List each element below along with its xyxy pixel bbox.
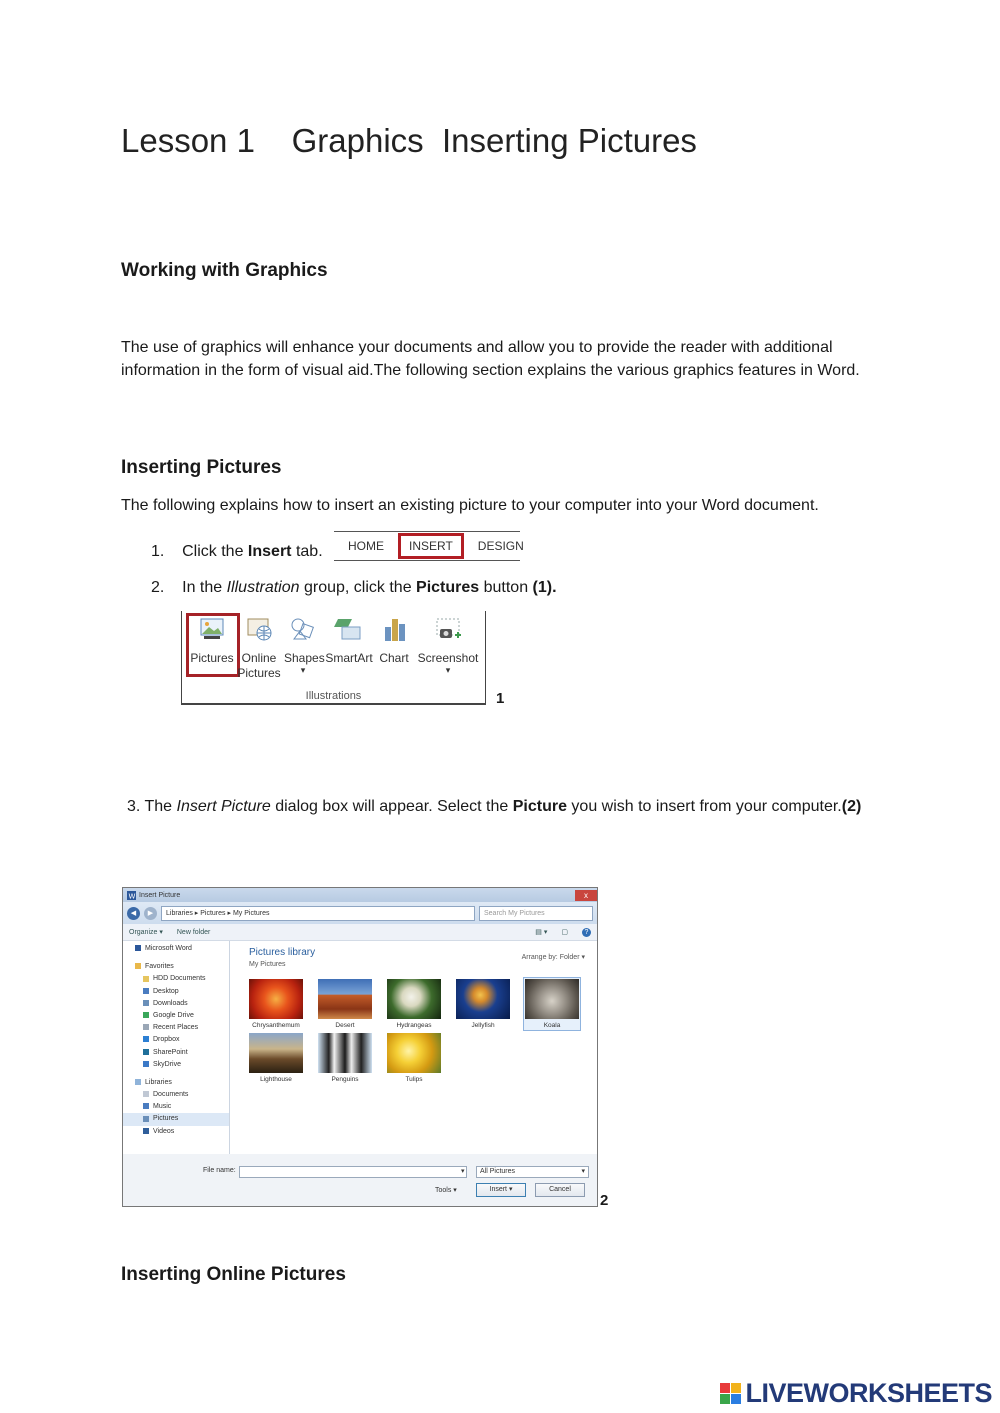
svg-text:W: W <box>128 892 136 900</box>
cancel-button[interactable]: Cancel <box>535 1183 585 1197</box>
help-icon[interactable]: ? <box>582 928 591 937</box>
thumbnail-lighthouse[interactable]: Lighthouse <box>249 1033 303 1083</box>
chrysanthemum-image <box>249 979 303 1019</box>
address-bar-row <box>123 902 597 924</box>
nav-item[interactable]: SkyDrive <box>123 1059 229 1071</box>
nav-item[interactable]: Dropbox <box>123 1034 229 1046</box>
online-pictures-icon <box>242 615 276 643</box>
liveworksheets-logo <box>720 1383 741 1404</box>
nav-item[interactable]: HDD Documents <box>123 973 229 985</box>
desert-image <box>318 979 372 1019</box>
dialog-titlebar <box>123 888 597 902</box>
pictures-button[interactable]: Pictures <box>190 615 234 666</box>
heading-inserting-online-pictures: Inserting Online Pictures <box>121 1264 346 1285</box>
screenshot-dropdown-arrow: ▾ <box>445 665 451 675</box>
file-name-input[interactable] <box>239 1166 467 1178</box>
thumbnail-koala[interactable]: Koala <box>523 977 581 1031</box>
insert-picture-dialog <box>122 887 598 1207</box>
thumbnail-desert[interactable]: Desert <box>318 979 372 1029</box>
page-title: Lesson 1 Graphics Inserting Pictures <box>121 122 697 159</box>
inserting-pictures-intro: The following explains how to insert an existing picture to your computer into your Word document. <box>121 497 819 514</box>
nav-item[interactable]: Downloads <box>123 998 229 1010</box>
tab-design[interactable]: DESIGN <box>477 539 524 553</box>
word-icon <box>127 891 136 900</box>
dialog-title: Insert Picture <box>139 891 181 899</box>
hydrangeas-image <box>387 979 441 1019</box>
chart-button[interactable]: Chart <box>378 615 410 666</box>
file-name-dropdown-arrow[interactable]: ▾ <box>461 1168 465 1175</box>
step-2: 2. In the Illustration group, click the Pictures button (1). <box>151 579 557 596</box>
smartart-icon <box>332 615 366 643</box>
search-input[interactable]: Search My Pictures <box>479 906 593 921</box>
heading-working-with-graphics: Working with Graphics <box>121 260 328 281</box>
close-button[interactable]: x <box>575 890 597 901</box>
nav-item[interactable]: Google Drive <box>123 1010 229 1022</box>
thumbnail-penguins[interactable]: Penguins <box>318 1033 372 1083</box>
penguins-image <box>318 1033 372 1073</box>
thumbnail-hydrangeas[interactable]: Hydrangeas <box>387 979 441 1029</box>
nav-libraries[interactable]: Libraries <box>123 1077 229 1089</box>
file-type-select[interactable]: All Pictures ▾ <box>476 1166 589 1178</box>
thumbnail-tulips[interactable]: Tulips <box>387 1033 441 1083</box>
insert-button[interactable]: Insert ▾ <box>476 1183 526 1197</box>
step-3: 3. The Insert Picture dialog box will appear. Select the Picture you wish to insert from your computer.(2) <box>127 798 862 815</box>
nav-item[interactable]: Recent Places <box>123 1022 229 1034</box>
arrange-by-dropdown[interactable]: Arrange by: Folder ▾ <box>521 954 585 961</box>
chart-icon <box>378 615 412 643</box>
shapes-dropdown-arrow: ▾ <box>300 665 306 675</box>
illustrations-group-label: Illustrations <box>305 690 362 702</box>
ribbon-tab-bar <box>334 531 524 561</box>
figure-2-number: 2 <box>600 1192 609 1209</box>
heading-inserting-pictures: Inserting Pictures <box>121 457 282 478</box>
dialog-toolbar <box>123 924 597 941</box>
tools-dropdown[interactable]: Tools ▾ <box>435 1187 457 1194</box>
nav-item[interactable]: Videos <box>123 1126 229 1138</box>
jellyfish-image <box>456 979 510 1019</box>
tulips-image <box>387 1033 441 1073</box>
thumbnail-chrysanthemum[interactable]: Chrysanthemum <box>249 979 303 1029</box>
view-options-icon[interactable]: ▤ ▾ <box>535 929 548 936</box>
address-bar[interactable]: Libraries ▸ Pictures ▸ My Pictures <box>161 906 475 921</box>
nav-item[interactable]: Documents <box>123 1089 229 1101</box>
library-subtitle: My Pictures <box>249 961 286 968</box>
step-1: 1. Click the Insert tab. <box>151 543 323 560</box>
nav-item[interactable]: SharePoint <box>123 1047 229 1059</box>
koala-image <box>525 979 579 1019</box>
shapes-icon <box>286 615 320 643</box>
forward-button[interactable]: ▶ <box>144 907 157 920</box>
tab-home[interactable]: HOME <box>348 539 384 553</box>
navigation-pane <box>123 941 230 1154</box>
nav-item[interactable]: Desktop <box>123 986 229 998</box>
liveworksheets-watermark <box>720 1378 992 1409</box>
tab-insert[interactable]: INSERT <box>398 533 464 559</box>
file-name-label: File name: <box>203 1167 236 1174</box>
nav-item-selected[interactable]: Pictures <box>123 1113 229 1125</box>
online-pictures-button[interactable]: Online Pictures <box>236 615 282 681</box>
figure-1-number: 1 <box>496 690 505 707</box>
thumbnail-jellyfish[interactable]: Jellyfish <box>456 979 510 1029</box>
shapes-button[interactable]: Shapes ▾ <box>284 615 322 674</box>
liveworksheets-text: LIVEWORKSHEETS <box>745 1378 992 1408</box>
intro-paragraph: The use of graphics will enhance your documents and allow you to provide the reader with additional information in the form of visual aid.The following section explains the various graphics features in Word. <box>121 339 860 379</box>
pictures-icon <box>195 615 229 643</box>
new-folder-button[interactable]: New folder <box>176 928 211 936</box>
nav-favorites[interactable]: Favorites <box>123 961 229 973</box>
preview-pane-icon[interactable]: ▢ <box>561 929 568 936</box>
nav-item[interactable]: Music <box>123 1101 229 1113</box>
lighthouse-image <box>249 1033 303 1073</box>
dialog-body <box>123 941 597 1154</box>
nav-item-word[interactable]: Microsoft Word <box>123 943 229 955</box>
screenshot-button[interactable]: Screenshot ▾ <box>416 615 480 674</box>
library-title: Pictures library <box>249 947 316 958</box>
back-button[interactable]: ◀ <box>127 907 140 920</box>
dialog-footer <box>123 1154 597 1206</box>
file-browser <box>239 941 597 1154</box>
illustrations-ribbon-group <box>181 611 486 705</box>
smartart-button[interactable]: SmartArt <box>324 615 374 666</box>
screenshot-icon <box>431 615 465 643</box>
organize-button[interactable]: Organize ▾ <box>129 929 163 936</box>
